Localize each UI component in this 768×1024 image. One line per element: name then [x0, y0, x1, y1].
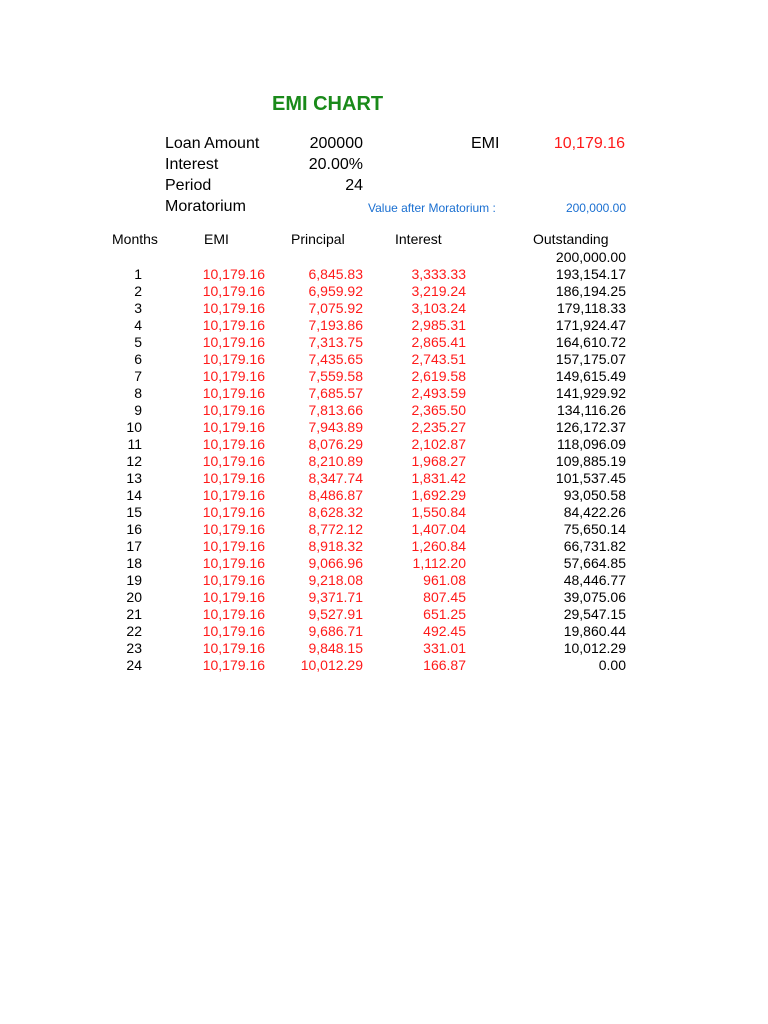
outstanding-cell: 39,075.06: [563, 589, 626, 605]
principal-cell: 9,066.96: [308, 555, 363, 571]
interest-cell: 1,260.84: [411, 538, 466, 554]
principal-cell: 9,686.71: [308, 623, 363, 639]
interest-cell: 1,692.29: [411, 487, 466, 503]
value-after-moratorium-value: 200,000.00: [565, 201, 626, 215]
outstanding-cell: 149,615.49: [555, 368, 626, 384]
emi-cell: 10,179.16: [202, 555, 265, 571]
interest-cell: 1,968.27: [411, 453, 466, 469]
interest-cell: 3,103.24: [411, 300, 466, 316]
loan-amount-value: 200000: [309, 135, 363, 152]
principal-cell: 7,943.89: [308, 419, 363, 435]
month-cell: 17: [126, 538, 142, 554]
month-cell: 1: [134, 266, 142, 282]
value-after-moratorium-label: Value after Moratorium :: [368, 201, 496, 215]
emi-cell: 10,179.16: [202, 385, 265, 401]
table-row: [0, 351, 768, 368]
table-row: [0, 453, 768, 470]
month-cell: 19: [126, 572, 142, 588]
outstanding-cell: 48,446.77: [563, 572, 626, 588]
header-emi: EMI: [204, 231, 229, 247]
principal-cell: 8,347.74: [308, 470, 363, 486]
month-cell: 5: [134, 334, 142, 350]
table-row: [0, 436, 768, 453]
principal-cell: 7,559.58: [308, 368, 363, 384]
principal-cell: 9,848.15: [308, 640, 363, 656]
outstanding-cell: 157,175.07: [555, 351, 626, 367]
emi-cell: 10,179.16: [202, 657, 265, 673]
month-cell: 22: [126, 623, 142, 639]
principal-cell: 8,076.29: [308, 436, 363, 452]
emi-cell: 10,179.16: [202, 470, 265, 486]
outstanding-cell: 193,154.17: [555, 266, 626, 282]
interest-cell: 2,235.27: [411, 419, 466, 435]
month-cell: 8: [134, 385, 142, 401]
principal-cell: 8,918.32: [308, 538, 363, 554]
header-interest: Interest: [395, 231, 442, 247]
header-months: Months: [112, 231, 158, 247]
outstanding-cell: 186,194.25: [555, 283, 626, 299]
table-row: [0, 334, 768, 351]
outstanding-cell: 19,860.44: [563, 623, 626, 639]
interest-cell: 2,985.31: [411, 317, 466, 333]
outstanding-cell: 179,118.33: [556, 300, 626, 316]
month-cell: 16: [126, 521, 142, 537]
page-title: EMI CHART: [272, 93, 384, 115]
month-cell: 14: [126, 487, 142, 503]
table-row: [0, 555, 768, 572]
outstanding-cell: 101,537.45: [555, 470, 626, 486]
principal-cell: 8,772.12: [308, 521, 363, 537]
month-cell: 13: [126, 470, 142, 486]
interest-cell: 331.01: [423, 640, 466, 656]
table-row: [0, 419, 768, 436]
emi-cell: 10,179.16: [202, 606, 265, 622]
principal-cell: 9,527.91: [308, 606, 363, 622]
month-cell: 23: [126, 640, 142, 656]
principal-cell: 9,218.08: [308, 572, 363, 588]
interest-cell: 2,743.51: [411, 351, 466, 367]
loan-amount-label: Loan Amount: [165, 135, 260, 152]
header-principal: Principal: [291, 231, 345, 247]
month-cell: 12: [126, 453, 142, 469]
principal-cell: 9,371.71: [308, 589, 363, 605]
table-row: [0, 657, 768, 674]
table-row: [0, 300, 768, 317]
month-cell: 20: [126, 589, 142, 605]
outstanding-cell: 66,731.82: [563, 538, 626, 554]
table-row: [0, 470, 768, 487]
emi-cell: 10,179.16: [202, 487, 265, 503]
table-row: [0, 572, 768, 589]
emi-cell: 10,179.16: [202, 368, 265, 384]
emi-cell: 10,179.16: [202, 334, 265, 350]
principal-cell: 7,075.92: [308, 300, 363, 316]
interest-cell: 807.45: [423, 589, 466, 605]
emi-cell: 10,179.16: [202, 521, 265, 537]
moratorium-label: Moratorium: [165, 198, 246, 215]
emi-cell: 10,179.16: [202, 402, 265, 418]
table-row: [0, 402, 768, 419]
table-row: [0, 266, 768, 283]
month-cell: 3: [134, 300, 142, 316]
principal-cell: 7,313.75: [308, 334, 363, 350]
emi-cell: 10,179.16: [202, 300, 265, 316]
table-row: [0, 368, 768, 385]
month-cell: 15: [126, 504, 142, 520]
emi-cell: 10,179.16: [202, 640, 265, 656]
emi-cell: 10,179.16: [202, 283, 265, 299]
outstanding-cell: 57,664.85: [563, 555, 626, 571]
table-row: [0, 640, 768, 657]
interest-cell: 1,550.84: [411, 504, 466, 520]
outstanding-cell: 84,422.26: [563, 504, 626, 520]
interest-cell: 1,831.42: [411, 470, 466, 486]
month-cell: 9: [134, 402, 142, 418]
emi-cell: 10,179.16: [202, 572, 265, 588]
emi-schedule-table: [0, 266, 768, 674]
table-row: [0, 317, 768, 334]
outstanding-cell: 29,547.15: [563, 606, 626, 622]
outstanding-cell: 141,929.92: [555, 385, 626, 401]
emi-value: 10,179.16: [553, 135, 625, 152]
emi-cell: 10,179.16: [202, 317, 265, 333]
interest-cell: 492.45: [423, 623, 466, 639]
table-row: [0, 589, 768, 606]
interest-cell: 651.25: [423, 606, 466, 622]
table-row: [0, 487, 768, 504]
principal-cell: 6,845.83: [308, 266, 363, 282]
principal-cell: 6,959.92: [308, 283, 363, 299]
principal-cell: 7,193.86: [308, 317, 363, 333]
outstanding-cell: 10,012.29: [563, 640, 626, 656]
outstanding-cell: 75,650.14: [563, 521, 626, 537]
table-row: [0, 521, 768, 538]
table-row: [0, 623, 768, 640]
emi-cell: 10,179.16: [202, 538, 265, 554]
interest-cell: 1,112.20: [412, 555, 466, 571]
month-cell: 2: [134, 283, 142, 299]
table-row: [0, 606, 768, 623]
month-cell: 7: [134, 368, 142, 384]
interest-cell: 961.08: [423, 572, 466, 588]
period-label: Period: [165, 177, 212, 194]
emi-cell: 10,179.16: [202, 419, 265, 435]
emi-cell: 10,179.16: [202, 589, 265, 605]
interest-cell: 3,219.24: [411, 283, 466, 299]
table-row: [0, 538, 768, 555]
table-row: [0, 283, 768, 300]
principal-cell: 8,486.87: [308, 487, 363, 503]
emi-cell: 10,179.16: [202, 453, 265, 469]
month-cell: 4: [134, 317, 142, 333]
outstanding-cell: 0.00: [598, 657, 626, 673]
outstanding-cell: 118,096.09: [556, 436, 626, 452]
month-cell: 6: [134, 351, 142, 367]
interest-value: 20.00%: [308, 156, 363, 173]
opening-outstanding: 200,000.00: [555, 249, 626, 265]
period-value: 24: [345, 177, 363, 194]
principal-cell: 7,813.66: [308, 402, 363, 418]
interest-cell: 2,102.87: [411, 436, 466, 452]
interest-cell: 2,865.41: [411, 334, 466, 350]
emi-cell: 10,179.16: [202, 623, 265, 639]
outstanding-cell: 171,924.47: [555, 317, 626, 333]
table-row: [0, 504, 768, 521]
emi-label: EMI: [471, 135, 500, 152]
emi-cell: 10,179.16: [202, 504, 265, 520]
outstanding-cell: 93,050.58: [563, 487, 626, 503]
principal-cell: 8,628.32: [308, 504, 363, 520]
interest-cell: 3,333.33: [411, 266, 466, 282]
principal-cell: 8,210.89: [308, 453, 363, 469]
month-cell: 24: [126, 657, 142, 673]
month-cell: 11: [127, 436, 142, 452]
interest-cell: 2,365.50: [411, 402, 466, 418]
principal-cell: 7,685.57: [308, 385, 363, 401]
principal-cell: 7,435.65: [308, 351, 363, 367]
interest-cell: 2,619.58: [411, 368, 466, 384]
emi-cell: 10,179.16: [202, 351, 265, 367]
header-outstanding: Outstanding: [533, 231, 609, 247]
table-row: [0, 385, 768, 402]
principal-cell: 10,012.29: [300, 657, 363, 673]
month-cell: 18: [126, 555, 142, 571]
outstanding-cell: 134,116.26: [556, 402, 626, 418]
interest-cell: 1,407.04: [411, 521, 466, 537]
emi-cell: 10,179.16: [202, 266, 265, 282]
month-cell: 21: [126, 606, 142, 622]
outstanding-cell: 109,885.19: [555, 453, 626, 469]
month-cell: 10: [126, 419, 142, 435]
interest-label: Interest: [165, 156, 219, 173]
outstanding-cell: 164,610.72: [555, 334, 626, 350]
interest-cell: 166.87: [423, 657, 466, 673]
interest-cell: 2,493.59: [411, 385, 466, 401]
emi-cell: 10,179.16: [202, 436, 265, 452]
outstanding-cell: 126,172.37: [555, 419, 626, 435]
